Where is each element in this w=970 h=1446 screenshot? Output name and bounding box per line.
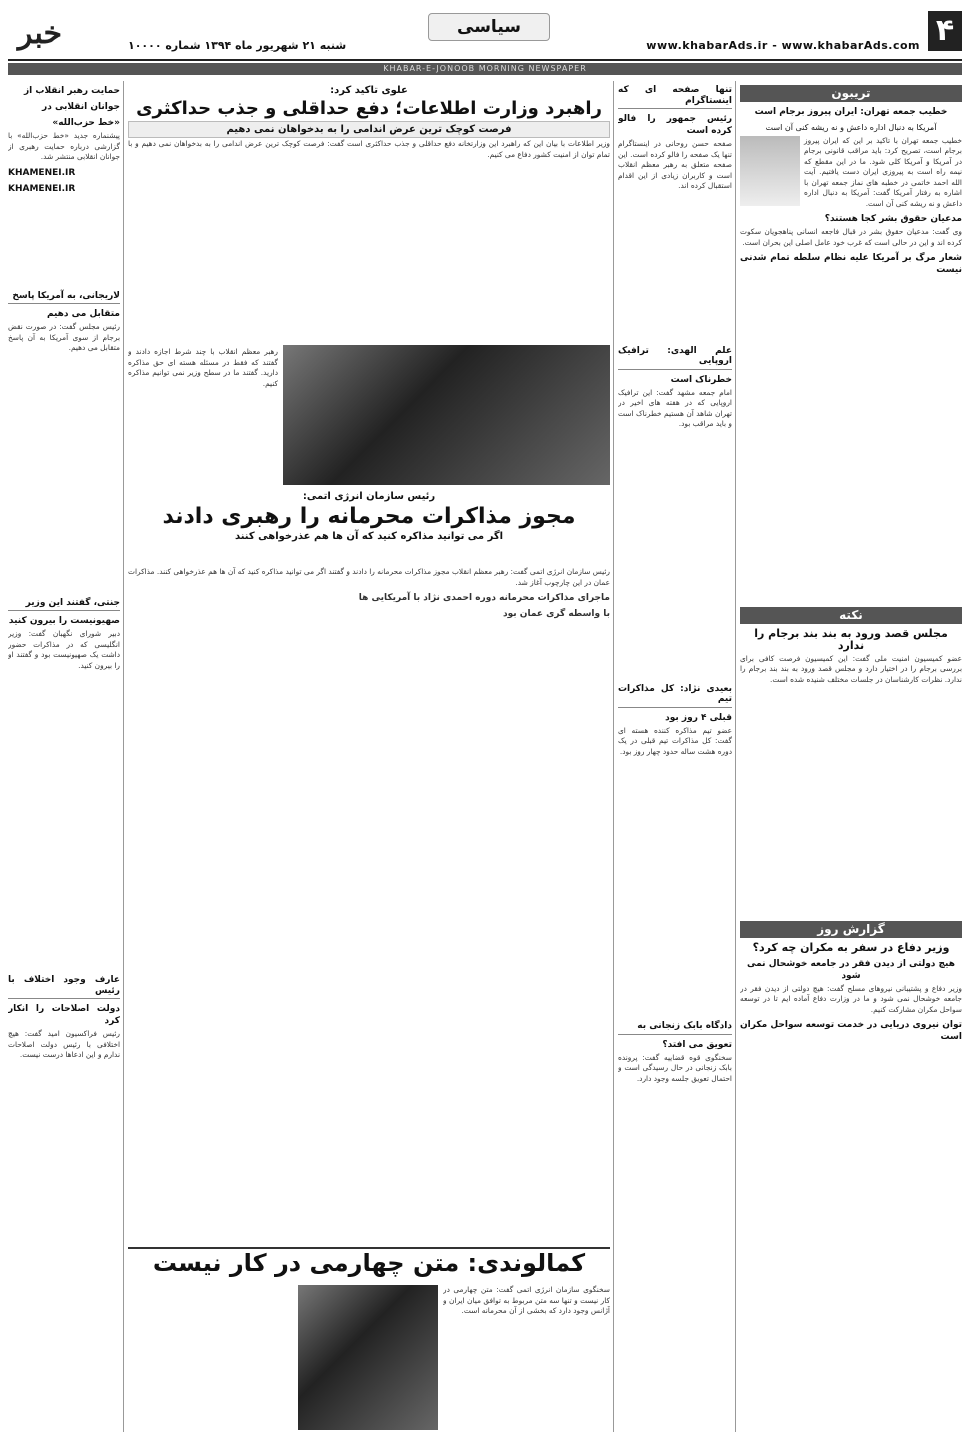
nokte-filler bbox=[740, 685, 962, 917]
kamalvandi-photo bbox=[298, 1285, 438, 1430]
nuclear-body: عضو تیم مذاکره کننده هسته ای گفت: کل مذاکرات تیم قبلی در یک دوره هشت ساله حدود چهار روز بود. bbox=[618, 725, 732, 756]
instagram-kicker: تنها صفحه ای که اینستاگرام bbox=[618, 85, 732, 109]
larijani-body: رئیس مجلس گفت: در صورت نقض برجام از سوی آمریکا به آن پاسخ متقابل می دهیم. bbox=[8, 322, 120, 352]
hemayat-filler bbox=[8, 197, 120, 287]
zanjani-title: دادگاه بابک زنجانی به bbox=[618, 1021, 732, 1035]
report-body: وزیر دفاع و پشتیبانی نیروهای مسلح گفت: هیچ دولتی از دیدن فقر در جامعه خوشحال نمی شود و ما در وزارت دفاع آماده ایم تا در توسعه سواحل مکران مشارکت کنیم. bbox=[740, 983, 962, 1014]
zanjani-body: سخنگوی قوه قضاییه گفت: پرونده بابک زنجانی در حال رسیدگی است و احتمال تعویق جلسه وجود دارد. bbox=[618, 1052, 732, 1083]
salehi-body: رئیس سازمان انرژی اتمی گفت: رهبر معظم انقلاب مجوز مذاکرات محرمانه را دادند و گفتند اگر می توانید مذاکره کنید که آن ها هم عذرخواهی کنند. مذاکرات عمان در این چارچوب آغاز شد. bbox=[128, 567, 610, 587]
salehi-caption: رهبر معظم انقلاب با چند شرط اجازه دادند و گفتند که فقط در مسئله هسته ای حق مذاکره دارید. گفتند ما در سطح وزیر نمی توانیم مذاکره کنیم. bbox=[128, 347, 278, 388]
zanjani-subtitle: تعویق می افتد؟ bbox=[662, 1039, 732, 1050]
hemayat-title-2: جوانان انقلابی در bbox=[42, 102, 120, 112]
nuclear-filler bbox=[618, 757, 732, 1017]
tribune-title: خطیب جمعه تهران: ایران پیروز برجام است bbox=[754, 106, 948, 117]
larijani-subtitle: متقابل می دهیم bbox=[46, 309, 120, 319]
alavi-story bbox=[128, 83, 610, 144]
aref-subtitle: دولت اصلاحات را انکار کرد bbox=[8, 1004, 120, 1026]
instagram-filler bbox=[618, 192, 732, 342]
instagram-body: صفحه حسن روحانی در اینستاگرام تنها یک صفحه را فالو کرده است. این صفحه متعلق به رهبر معظم انقلاب است و کاربران زیادی از این اقدام استقبال کرده اند. bbox=[618, 139, 732, 190]
salehi-headline bbox=[128, 489, 610, 548]
instagram-title: رئیس جمهور را فالو کرده است bbox=[618, 114, 732, 136]
kamalvandi-box bbox=[128, 1247, 610, 1434]
larijani-filler bbox=[8, 354, 120, 594]
tribune-body: خطیب جمعه تهران با تاکید بر این که ایران پیروز برجام است، تصریح کرد: باید مراقب قانونی برجام در آمریکا و آمریکا کلی شود. ما در این مقطع که نیمه راه است به پیروزی ایران دست یافتیم. آیت الله احمد خاتمی در خطبه های نماز جمعه تهران با اشاره به رفتار آمریکا گفت: آمریکا به دنبال اداره داعش و نه ریشه کنی آن است. bbox=[804, 135, 962, 208]
salehi-kicker: رئیس سازمان انرژی اتمی: bbox=[302, 491, 436, 502]
nokte-title: مجلس قصد ورود به بند بند برجام را ندارد bbox=[754, 626, 948, 652]
european-filler bbox=[618, 430, 732, 680]
hemayat-body: پیشنماره جدید «خط حزب‌الله» با گزارشی درباره حمایت رهبری از جوانان انقلابی منتشر شد. bbox=[8, 131, 120, 161]
larijani-title: لاریجانی، به آمریکا پاسخ bbox=[8, 291, 120, 305]
salehi-subhead: ماجرای مذاکرات محرمانه دوره احمدی نژاد با آمریکایی ها bbox=[358, 593, 610, 603]
section-title: سیاسی bbox=[428, 13, 550, 41]
alavi-kicker: علوی تاکید کرد: bbox=[330, 85, 408, 96]
salehi-subtitle: اگر می توانید مذاکره کنید که آن ها هم عذرخواهی کنند bbox=[234, 531, 504, 542]
hemayat-title-3: «خط حزب‌الله» bbox=[52, 118, 120, 128]
salehi-caption-block bbox=[128, 347, 278, 482]
kamalvandi-body-block bbox=[443, 1285, 610, 1430]
report-subhead: توان نیروی دریایی در خدمت توسعه سواحل مکران است bbox=[740, 1020, 962, 1042]
masthead bbox=[8, 7, 962, 61]
tribune-subhead: مدعیان حقوق بشر کجا هستند؟ bbox=[824, 214, 962, 224]
jannati-body: دبیر شورای نگهبان گفت: وزیر انگلیسی که در مذاکرات حضور داشت یک صهیونیست بود و گفتند او را بیرون کنید. bbox=[8, 629, 120, 670]
tribune-subtitle: آمریکا به دنبال اداره داعش و نه ریشه کنی آن است bbox=[765, 122, 937, 132]
logo-icon bbox=[10, 11, 70, 53]
hemayat-title: حمایت رهبر انقلاب از bbox=[24, 86, 120, 96]
tribune-body-2: وی گفت: مدعیان حقوق بشر در قبال فاجعه انسانی پناهجویان سکوت کرده اند و این در حالی است که غرب خود عامل اصلی این بحران است. bbox=[740, 227, 962, 247]
left-column bbox=[8, 81, 120, 1432]
kamalvandi-title: کمالوندی: متن چهارمی در کار نیست bbox=[152, 1249, 586, 1277]
nokte-body: عضو کمیسیون امنیت ملی گفت: این کمیسیون فرصت کافی برای بررسی برجام را در اختیار دارد و مجلس قصد ورود به بند بند برجام را ندارد. نظرات کارشناسان در جلسات مختلف شنیده شده است. bbox=[740, 653, 962, 684]
alavi-body-block bbox=[128, 139, 610, 349]
site-url[interactable]: www.khabarAds.ir - www.khabarAds.com bbox=[646, 39, 920, 52]
jannati-filler bbox=[8, 671, 120, 971]
page-number: ۴ bbox=[928, 11, 962, 51]
tribune-subhead-2: شعار مرگ بر آمریکا علیه نظام سلطه تمام شدنی نیست bbox=[740, 253, 962, 275]
jannati-subtitle: صهیونیست را بیرون کنید bbox=[8, 616, 120, 626]
salehi-subhead-2: با واسطه گری عمان بود bbox=[502, 609, 610, 619]
logo-text: خبر bbox=[17, 16, 63, 51]
nuclear-title: بعیدی نژاد: کل مذاکرات تیم bbox=[618, 684, 732, 708]
ribbon: KHABAR-E-JONOOB MORNING NEWSPAPER bbox=[8, 63, 962, 75]
alavi-subtitle: فرصت کوچک ترین عرض اندامی را به بدخواهان نمی دهیم bbox=[128, 121, 610, 138]
salehi-body-block bbox=[128, 567, 610, 1237]
jannati-title: جنتی، گفتند این وزیر bbox=[8, 598, 120, 612]
aref-title: عارف وجود اختلاف با رئیس bbox=[8, 975, 120, 999]
salehi-photo bbox=[283, 345, 610, 485]
salehi-title: مجوز مذاکرات محرمانه را رهبری دادند bbox=[162, 504, 576, 529]
european-title: علم الهدی: ترافیک اروپایی bbox=[618, 346, 732, 370]
kamalvandi-body: سخنگوی سازمان انرژی اتمی گفت: متن چهارمی در کار نیست و تنها سه متن مربوط به توافق میان ایران و آژانس وجود دارد که بخشی از آن محرمانه است. bbox=[443, 1285, 610, 1315]
european-subtitle: خطرناک است bbox=[670, 374, 732, 385]
second-column bbox=[618, 81, 732, 1432]
right-column bbox=[740, 81, 962, 1432]
khamenei-label-1: KHAMENEI.IR bbox=[8, 167, 76, 178]
newspaper-page bbox=[8, 7, 962, 1432]
alavi-body: وزیر اطلاعات با بیان این که راهبرد این وزارتخانه دفع حداقلی و جذب حداکثری است گفت: فرصت کوچک ترین عرض اندامی را به بدخواهان نمی دهیم و با تمام توان از امنیت کشور دفاع می کنیم. bbox=[128, 139, 610, 159]
report-label: گزارش روز bbox=[740, 921, 962, 938]
european-body: امام جمعه مشهد گفت: این ترافیک اروپایی که در هفته های اخیر در تهران شاهد آن هستیم خطرناک است و باید مراقب بود. bbox=[618, 387, 732, 428]
report-subtitle: هیچ دولتی از دیدن فقر در جامعه خوشحال نمی شود bbox=[747, 958, 955, 981]
tribune-label: تریبون bbox=[740, 85, 962, 102]
alavi-title: راهبرد وزارت اطلاعات؛ دفع حداقلی و جذب حداکثری bbox=[136, 98, 602, 119]
aref-body: رئیس فراکسیون امید گفت: هیچ اختلافی با رئیس دولت اصلاحات ندارم و این ادعاها درست نیست. bbox=[8, 1029, 120, 1059]
nuclear-subtitle: قبلی ۴ روز بود bbox=[665, 712, 732, 723]
khamenei-label-2: KHAMENEI.IR bbox=[8, 183, 76, 194]
report-title: وزیر دفاع در سفر به مکران چه کرد؟ bbox=[752, 940, 950, 954]
cleric-portrait bbox=[740, 136, 800, 206]
tribune-filler bbox=[740, 278, 962, 603]
logo bbox=[10, 11, 70, 53]
issue-date: شنبه ۲۱ شهریور ماه ۱۳۹۴ شماره ۱۰۰۰۰ bbox=[128, 39, 347, 52]
nokte-label: نکته bbox=[740, 607, 962, 624]
